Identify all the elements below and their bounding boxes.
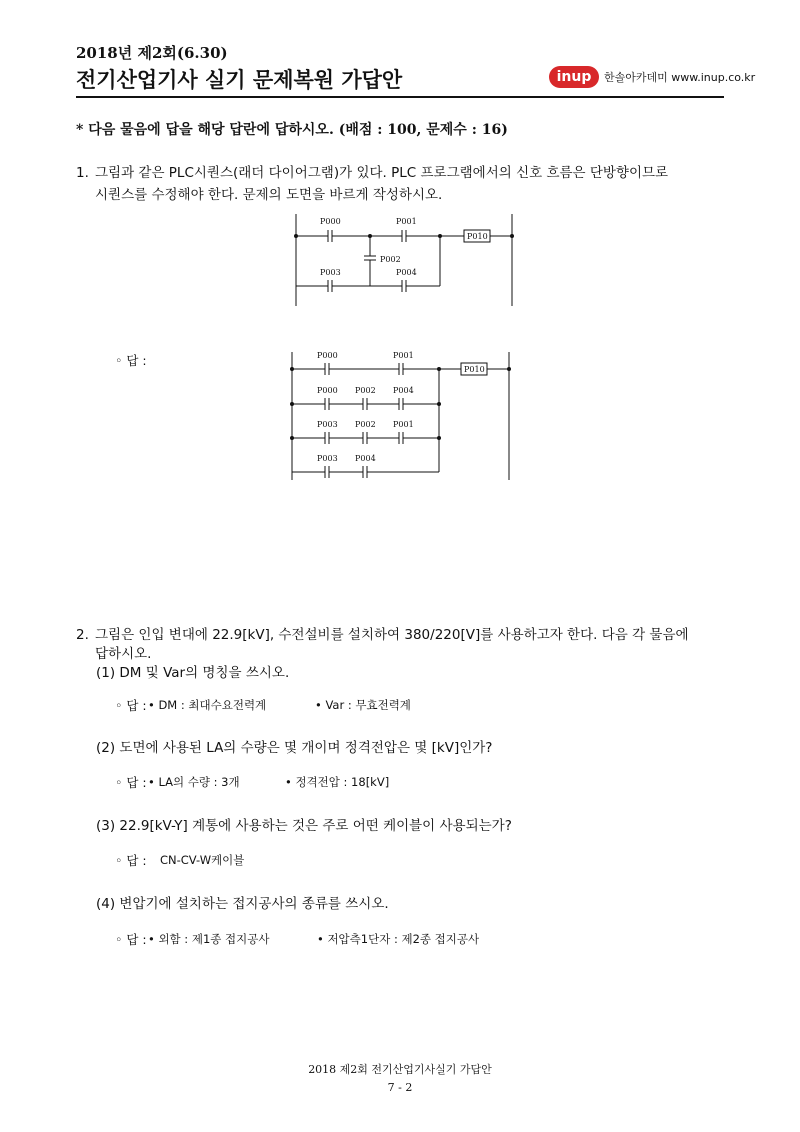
q2-text-line1: 그림은 인입 변대에 22.9[kV], 수전설비를 설치하여 380/220[V]를 사용하고자 한다. 다음 각 물음에 bbox=[95, 627, 689, 643]
q2-sub4-question: (4) 변압기에 설치하는 접지공사의 종류를 쓰시오. bbox=[96, 896, 389, 912]
page-number: 7 - 2 bbox=[387, 1081, 413, 1094]
q1a-label-p010: P010 bbox=[464, 365, 485, 374]
header-rule bbox=[76, 96, 724, 98]
q1-problem-ladder-diagram bbox=[290, 212, 520, 308]
instruction: * 다음 물음에 답을 해당 답란에 답하시오. (배점 : 100, 문제수 : 16) bbox=[76, 122, 508, 138]
q1-text-line1: 그림과 같은 PLC시퀀스(래더 다이어그램)가 있다. PLC 프로그램에서의 신호 흐름은 단방향이므로 bbox=[95, 165, 669, 181]
q2-sub3-question: (3) 22.9[kV-Y] 계통에 사용하는 것은 주로 어떤 케이블이 사용되는가? bbox=[96, 818, 512, 834]
footer-title: 2018 제2회 전기산업기사실기 가답안 bbox=[308, 1063, 492, 1076]
q1p-label-p004: P004 bbox=[396, 268, 417, 277]
q1-text-line2: 시퀀스를 수정해야 한다. 문제의 도면을 바르게 작성하시오. bbox=[95, 187, 443, 203]
q2-sub3-answer-prefix: ◦ 답 : bbox=[115, 853, 147, 868]
q2-sub1-answer-a: • DM : 최대수요전력계 bbox=[148, 698, 267, 712]
q2-sub2-answer-b: • 정격전압 : 18[kV] bbox=[285, 775, 390, 789]
q2-sub2-answer-prefix: ◦ 답 : bbox=[115, 775, 147, 790]
q2-sub4-answer-prefix: ◦ 답 : bbox=[115, 932, 147, 947]
q2-sub1-question: (1) DM 및 Var의 명칭을 쓰시오. bbox=[96, 665, 290, 681]
q1p-label-p003: P003 bbox=[320, 268, 341, 277]
q1p-label-p000: P000 bbox=[320, 217, 341, 226]
q1a-label-r4-p003: P003 bbox=[317, 454, 338, 463]
q1a-label-r3-p002: P002 bbox=[355, 420, 376, 429]
q1a-label-r2-p000: P000 bbox=[317, 386, 338, 395]
q2-sub3-answer: CN-CV-W케이블 bbox=[160, 853, 245, 867]
page-title: 전기산업기사 실기 문제복원 가답안 bbox=[76, 68, 403, 92]
q1a-label-p000: P000 bbox=[317, 351, 338, 360]
q2-sub2-question: (2) 도면에 사용된 LA의 수량은 몇 개이며 정격전압은 몇 [kV]인가? bbox=[96, 740, 493, 756]
q2-number: 2. bbox=[76, 627, 89, 643]
q1-number: 1. bbox=[76, 165, 89, 181]
q2-sub1-answer-b: • Var : 무효전력계 bbox=[315, 698, 411, 712]
q1-answer-ladder-diagram bbox=[285, 344, 515, 482]
brand-text: 한솔아카데미 www.inup.co.kr bbox=[604, 71, 756, 84]
q1a-label-r4-p004: P004 bbox=[355, 454, 376, 463]
q1a-label-p001: P001 bbox=[393, 351, 414, 360]
q2-sub2-answer-a: • LA의 수량 : 3개 bbox=[148, 775, 240, 789]
inup-logo: inup bbox=[549, 66, 599, 88]
q1p-label-p010: P010 bbox=[467, 232, 488, 241]
q1a-label-r3-p003: P003 bbox=[317, 420, 338, 429]
exam-session: 2018년 제2회(6.30) bbox=[76, 44, 228, 62]
q1p-label-p002: P002 bbox=[380, 255, 401, 264]
q1p-label-p001: P001 bbox=[396, 217, 417, 226]
q2-sub4-answer-a: • 외함 : 제1종 접지공사 bbox=[148, 932, 270, 946]
q1a-label-r3-p001: P001 bbox=[393, 420, 414, 429]
q1-answer-label: ◦ 답 : bbox=[115, 353, 147, 368]
q2-text-line2: 답하시오. bbox=[95, 646, 152, 662]
q1a-label-r2-p002: P002 bbox=[355, 386, 376, 395]
q2-sub4-answer-b: • 저압측1단자 : 제2종 접지공사 bbox=[317, 932, 480, 946]
q1a-label-r2-p004: P004 bbox=[393, 386, 414, 395]
q2-sub1-answer-prefix: ◦ 답 : bbox=[115, 698, 147, 713]
